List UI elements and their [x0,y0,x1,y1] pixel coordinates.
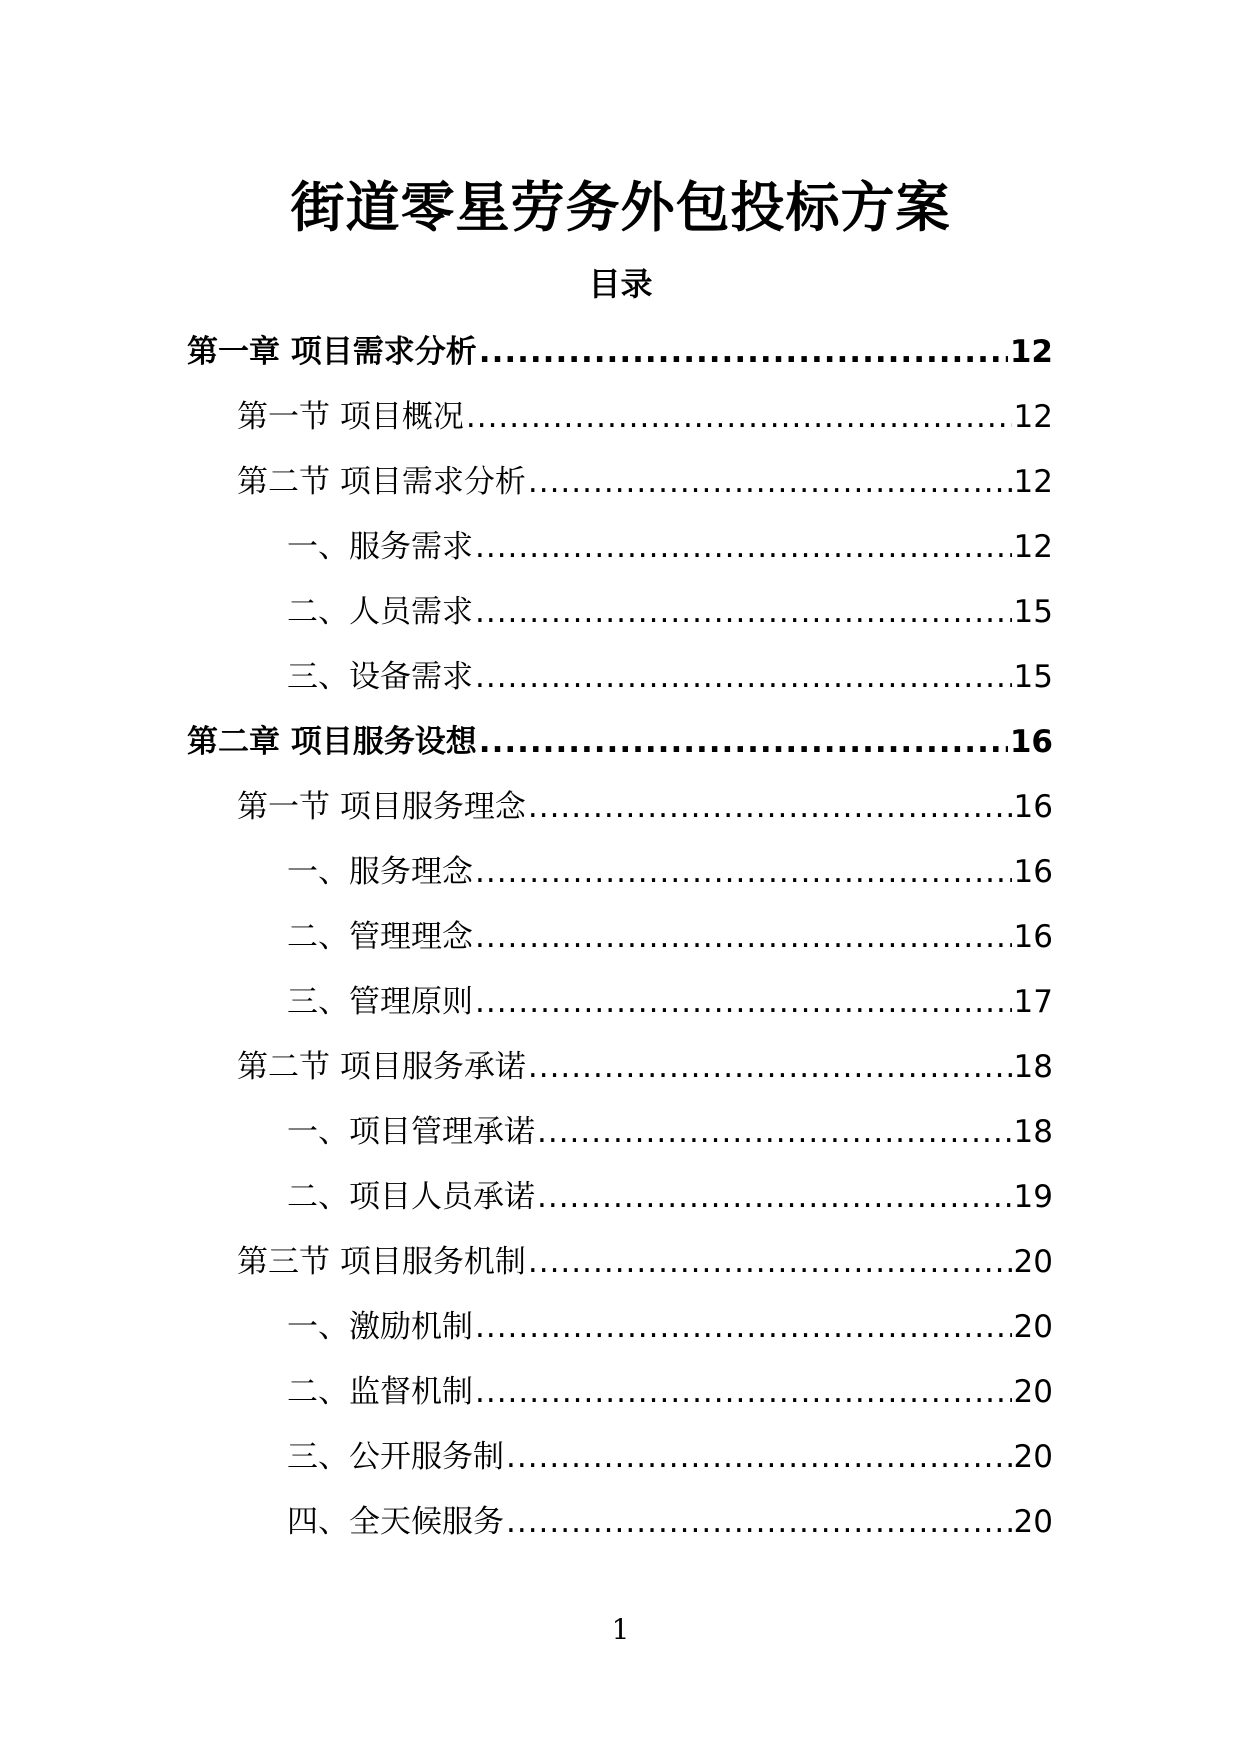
toc-dot-leader [528,456,1012,508]
toc-subsection-entry[interactable] [187,911,1053,976]
toc-subsection-entry[interactable] [187,586,1053,651]
toc-entry-page: 15 [1013,594,1053,630]
toc-entry-page: 20 [1013,1439,1053,1475]
toc-entry-page: 17 [1013,984,1053,1020]
toc-entry-page: 12 [1009,334,1053,370]
toc-entry-page: 20 [1013,1244,1053,1280]
toc-entry-page: 16 [1013,854,1053,890]
toc-entry-label: 三、公开服务制 [287,1439,504,1475]
document-title: 街道零星劳务外包投标方案 [290,176,951,239]
toc-section-entry[interactable] [187,456,1053,521]
toc-entry-page: 18 [1013,1049,1053,1085]
toc-section-entry[interactable] [187,391,1053,456]
toc-entry-page: 12 [1013,464,1053,500]
toc-dot-leader [475,1301,1012,1353]
toc-dot-leader [475,1366,1012,1418]
toc-entry-label: 三、设备需求 [287,659,473,695]
page-number: 1 [611,1613,630,1646]
toc-dot-leader [479,326,1008,378]
toc-entry-page: 20 [1013,1309,1053,1345]
toc-entry-label: 第一节 项目服务理念 [237,789,526,825]
toc-entry-label: 四、全天候服务 [287,1504,504,1540]
toc-dot-leader [466,391,1012,443]
toc-entry-page: 20 [1013,1374,1053,1410]
toc-entry-label: 二、人员需求 [287,594,473,630]
toc-entry-label: 一、服务需求 [287,529,473,565]
toc-entry-label: 第二节 项目需求分析 [237,464,526,500]
toc-entry-page: 16 [1013,789,1053,825]
toc-entry-page: 12 [1013,399,1053,435]
toc-entry-label: 一、项目管理承诺 [287,1114,535,1150]
toc-entry-label: 二、项目人员承诺 [287,1179,535,1215]
toc-subsection-entry[interactable] [187,1366,1053,1431]
toc-entry-label: 第二章 项目服务设想 [187,724,477,760]
toc-dot-leader [528,1236,1012,1288]
toc-entry-page: 18 [1013,1114,1053,1150]
toc-entry-label: 第一章 项目需求分析 [187,334,477,370]
toc-entry-page: 20 [1013,1504,1053,1540]
toc-dot-leader [528,781,1012,833]
toc-subsection-entry[interactable] [187,1301,1053,1366]
toc-entry-page: 15 [1013,659,1053,695]
toc-dot-leader [475,846,1012,898]
toc-entry-label: 二、监督机制 [287,1374,473,1410]
table-of-contents [187,326,1053,1561]
toc-entry-page: 19 [1013,1179,1053,1215]
toc-dot-leader [528,1041,1012,1093]
toc-entry-label: 二、管理理念 [287,919,473,955]
toc-chapter-entry[interactable] [187,326,1053,391]
toc-entry-page: 16 [1009,724,1053,760]
toc-subsection-entry[interactable] [187,1106,1053,1171]
toc-chapter-entry[interactable] [187,716,1053,781]
toc-entry-label: 三、管理原则 [287,984,473,1020]
toc-dot-leader [479,716,1008,768]
toc-dot-leader [537,1171,1012,1223]
toc-dot-leader [475,521,1012,573]
toc-section-entry[interactable] [187,781,1053,846]
toc-dot-leader [475,976,1012,1028]
toc-entry-label: 第一节 项目概况 [237,399,464,435]
toc-entry-label: 一、服务理念 [287,854,473,890]
toc-subsection-entry[interactable] [187,1496,1053,1561]
toc-dot-leader [506,1496,1012,1548]
toc-dot-leader [506,1431,1012,1483]
toc-subsection-entry[interactable] [187,1171,1053,1236]
toc-dot-leader [537,1106,1012,1158]
toc-subsection-entry[interactable] [187,846,1053,911]
toc-entry-label: 一、激励机制 [287,1309,473,1345]
toc-dot-leader [475,911,1012,963]
toc-section-entry[interactable] [187,1236,1053,1301]
toc-heading: 目录 [588,265,653,303]
toc-entry-page: 12 [1013,529,1053,565]
toc-subsection-entry[interactable] [187,521,1053,586]
toc-entry-page: 16 [1013,919,1053,955]
toc-subsection-entry[interactable] [187,976,1053,1041]
toc-subsection-entry[interactable] [187,1431,1053,1496]
toc-entry-label: 第三节 项目服务机制 [237,1244,526,1280]
toc-dot-leader [475,651,1012,703]
toc-entry-label: 第二节 项目服务承诺 [237,1049,526,1085]
toc-subsection-entry[interactable] [187,651,1053,716]
toc-section-entry[interactable] [187,1041,1053,1106]
toc-dot-leader [475,586,1012,638]
